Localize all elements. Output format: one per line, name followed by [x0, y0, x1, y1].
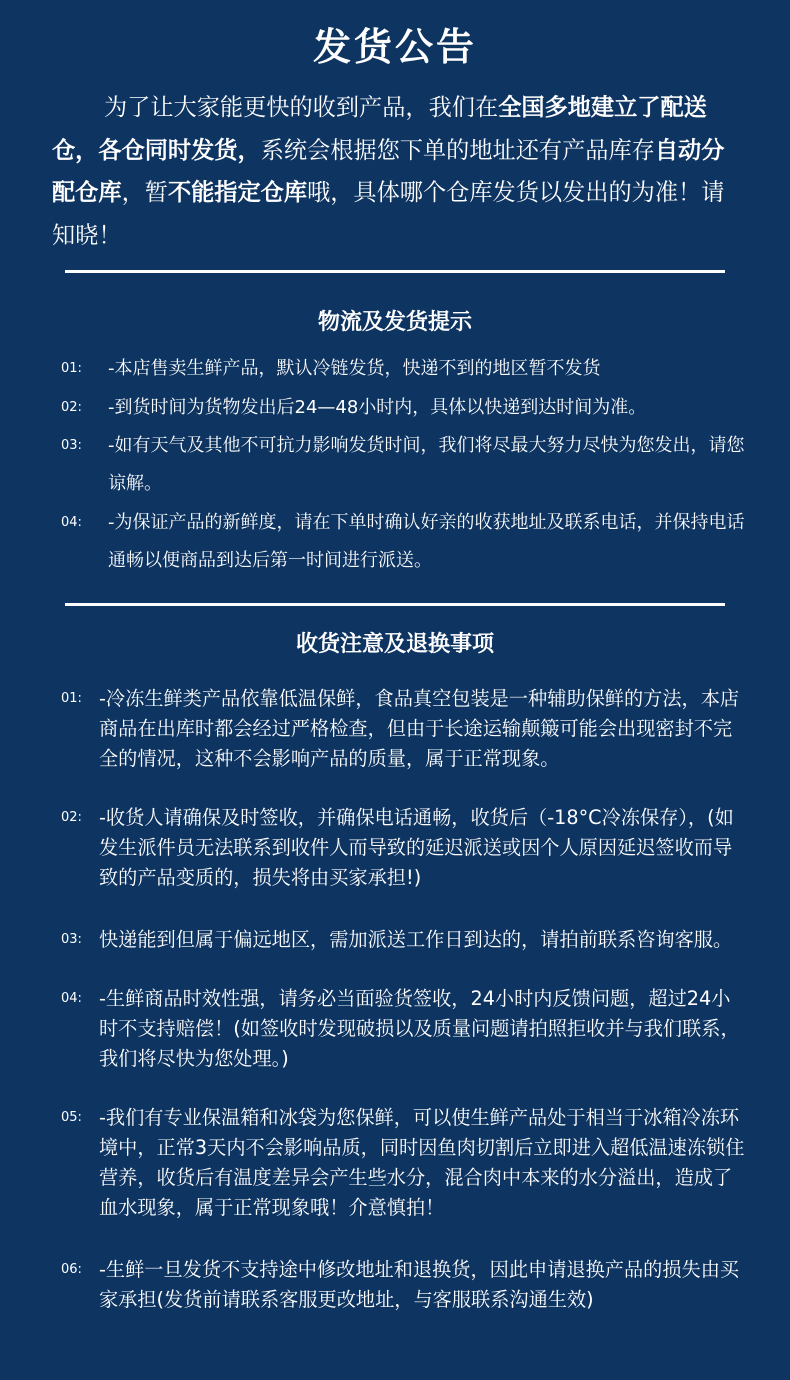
- item-text: -如有天气及其他不可抗力影响发货时间，我们将尽最大努力尽快为您发出，请您谅解。: [108, 435, 745, 494]
- item-text: 快递能到但属于偏远地区，需加派送工作日到达的，请拍前联系咨询客服。: [99, 928, 733, 951]
- intro-text-2: 系统会根据您下单的地址还有产品库存: [260, 136, 655, 164]
- item-number: 01:: [61, 361, 82, 376]
- intro-bold-1: 全国多地建立了配送仓，各仓同时发货，: [52, 94, 707, 164]
- intro-bold-3: 不能指定仓库: [167, 179, 308, 206]
- item-text: -生鲜一旦发货不支持途中修改地址和退换货，因此申请退换产品的损失由买家承担(发货前请联系客服更改地址，与客服联系沟通生效): [99, 1258, 740, 1311]
- item-number: 04:: [61, 991, 82, 1006]
- item-number: 01:: [61, 691, 82, 706]
- item-number: 06:: [61, 1262, 82, 1277]
- divider-middle: [65, 603, 725, 606]
- item-number: 02:: [61, 400, 82, 415]
- intro-text-4: 哦，具体哪个仓库发货以发出的为准！请知晓！: [52, 179, 725, 249]
- item-text: -冷冻生鲜类产品依靠低温保鲜，食品真空包装是一种辅助保鲜的方法，本店商品在出库时都会经过严格检查，但由于长途运输颠簸可能会出现密封不完全的情况，这种不会影响产品的质量，属于正常现象。: [99, 687, 740, 770]
- item-number: 03:: [61, 932, 82, 947]
- intro-bold-2: 自动分配仓库: [52, 136, 725, 206]
- logistics-heading: 物流及发货提示: [317, 310, 472, 335]
- divider-top: [65, 270, 725, 273]
- item-text: -我们有专业保温箱和冰袋为您保鲜，可以使生鲜产品处于相当于冰箱冷冻环境中，正常3天内不会影响品质，同时因鱼肉切割后立即进入超低温速冻锁住营养，收货后有温度差异会产生些水分，混合肉中本来的水分溢出，造成了血水现象，属于正常现象哦！介意慎拍！: [99, 1106, 745, 1219]
- item-text: -到货时间为货物发出后24—48小时内，具体以快递到达时间为准。: [108, 397, 647, 418]
- page-title: 发货公告: [312, 25, 477, 69]
- item-number: 05:: [61, 1110, 82, 1125]
- item-number: 04:: [61, 515, 82, 530]
- item-number: 03:: [61, 438, 82, 453]
- intro-text-1: 为了让大家能更快的收到产品，我们在: [104, 94, 499, 121]
- intro-text-3: ，暂: [121, 179, 168, 206]
- item-text: -收货人请确保及时签收，并确保电话通畅，收货后（-18°C冷冻保存），(如发生派件员无法联系到收件人而导致的延迟派送或因个人原因延迟签收而导致的产品变质的，损失将由买家承担!): [99, 806, 734, 889]
- item-text: -为保证产品的新鲜度，请在下单时确认好亲的收获地址及联系电话，并保持电话通畅以便商品到达后第一时间进行派送。: [108, 512, 745, 571]
- item-number: 02:: [61, 810, 82, 825]
- item-text: -本店售卖生鲜产品，默认冷链发货，快递不到的地区暂不发货: [108, 358, 601, 379]
- intro-paragraph: [52, 87, 744, 257]
- receiving-heading: 收货注意及退换事项: [295, 632, 494, 657]
- item-text: -生鲜商品时效性强，请务必当面验货签收，24小时内反馈问题，超过24小时不支持赔偿！(如签收时发现破损以及质量问题请拍照拒收并与我们联系，我们将尽快为您处理。): [99, 987, 740, 1070]
